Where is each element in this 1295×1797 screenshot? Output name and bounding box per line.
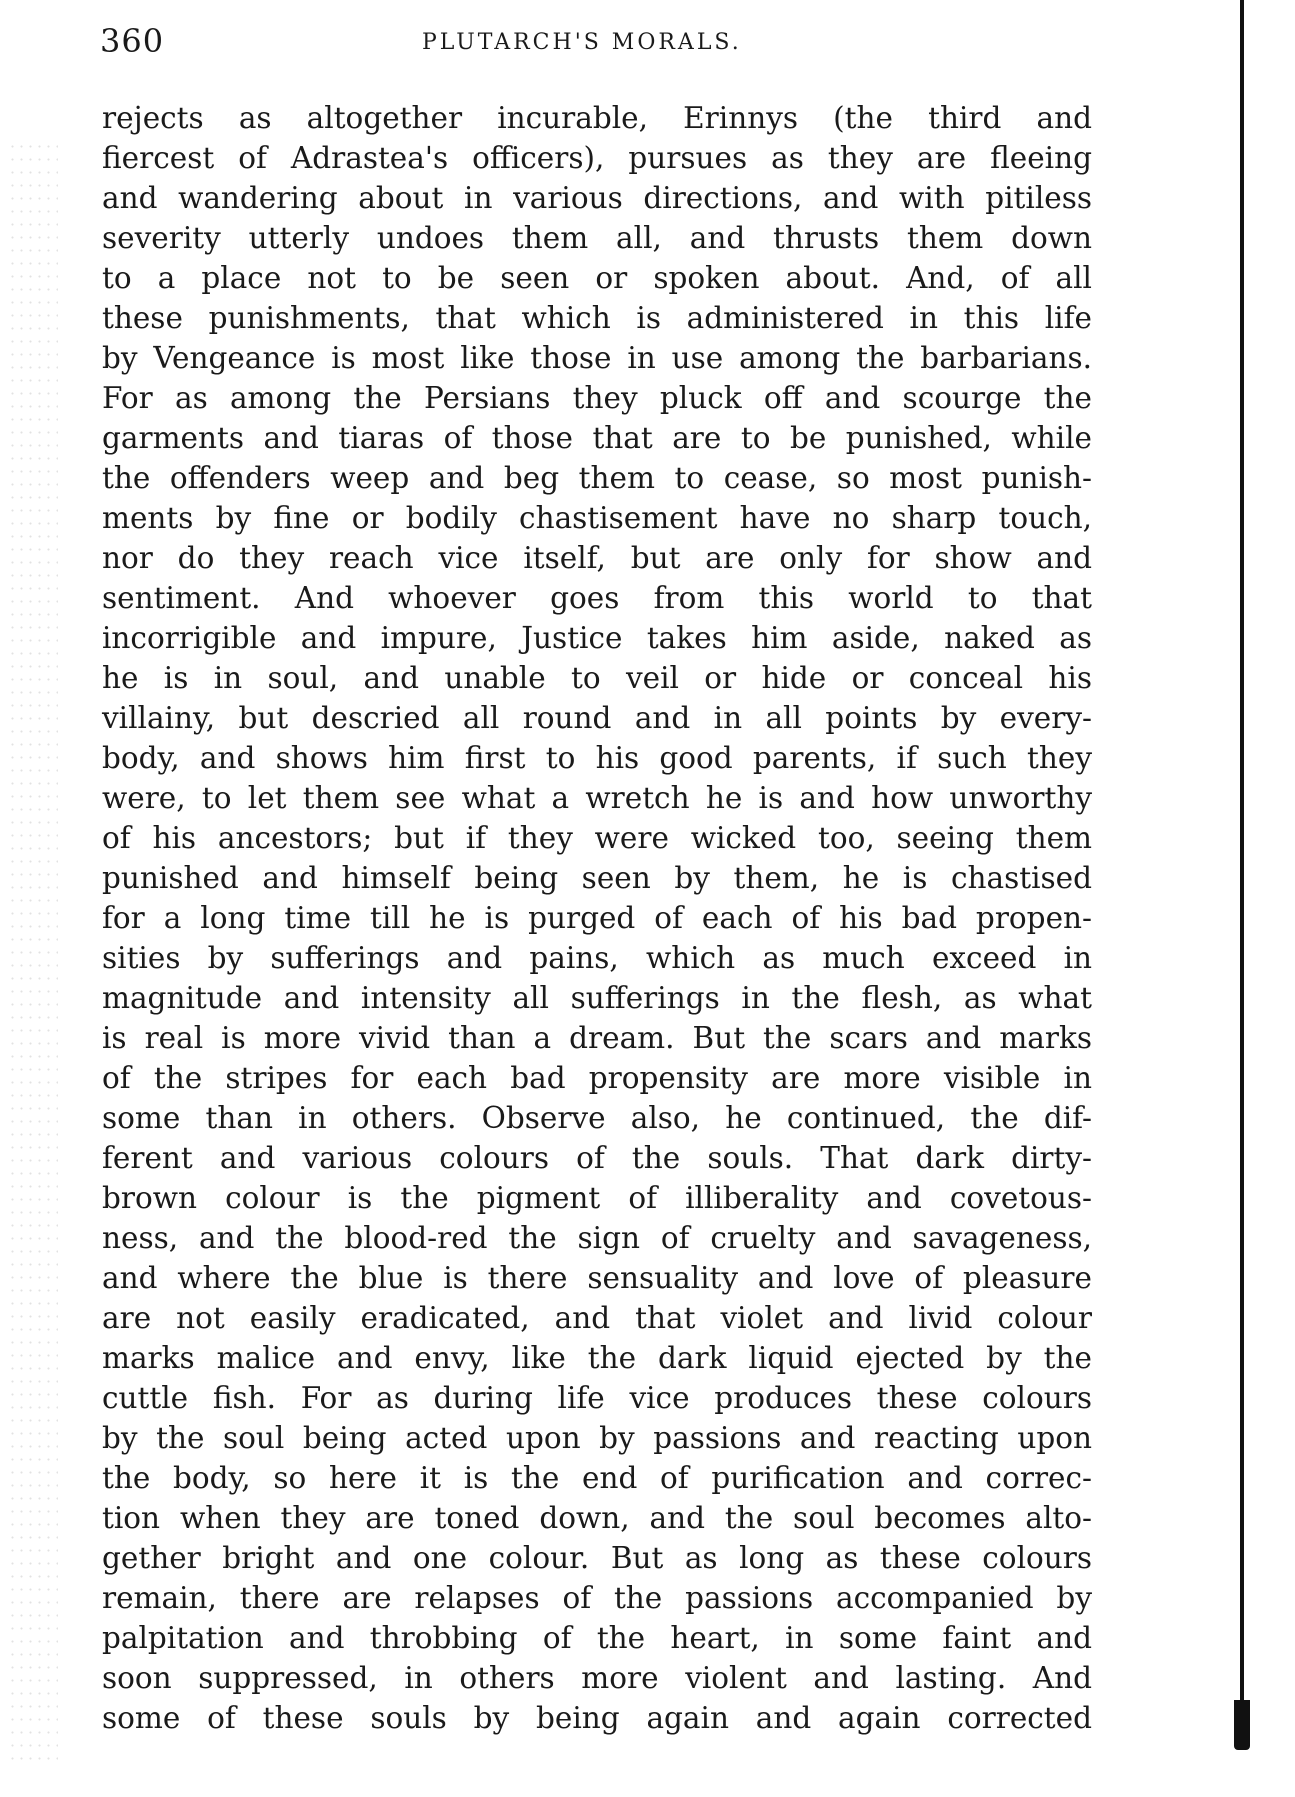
text-line: and where the blue is there sensuality and love of pleasure [102,1261,1092,1295]
text-line: fiercest of Adrastea's officers), pursues as they are fleeing [102,141,1092,175]
text-line: soon suppressed, in others more violent and lasting. And [102,1661,1092,1695]
text-line: and wandering about in various directions, and with pitiless [102,181,1092,215]
text-line: incorrigible and impure, Justice takes him aside, naked as [102,621,1092,655]
text-line: punished and himself being seen by them, he is chastised [102,861,1092,895]
text-line: tion when they are toned down, and the soul becomes alto- [102,1501,1092,1535]
text-line: palpitation and throbbing of the heart, in some faint and [102,1621,1092,1655]
text-line: to a place not to be seen or spoken about. And, of all [102,261,1092,295]
text-line: some of these souls by being again and again corrected [102,1701,1092,1735]
text-line: sentiment. And whoever goes from this world to that [102,581,1092,615]
text-line: severity utterly undoes them all, and thrusts them down [102,221,1092,255]
text-line: rejects as altogether incurable, Erinnys (the third and [102,101,1092,135]
running-head [100,22,1090,72]
text-line: villainy, but descried all round and in all points by every- [102,701,1092,735]
text-line: remain, there are relapses of the passions accompanied by [102,1581,1092,1615]
text-line: nor do they reach vice itself, but are only for show and [102,541,1092,575]
body-text [102,98,1092,1738]
text-line: ness, and the blood-red the sign of cruelty and savageness, [102,1221,1092,1255]
text-line: of the stripes for each bad propensity are more visible in [102,1061,1092,1095]
text-line: marks malice and envy, like the dark liquid ejected by the [102,1341,1092,1375]
text-line: the offenders weep and beg them to cease, so most punish- [102,461,1092,495]
text-line: were, to let them see what a wretch he is and how unworthy [102,781,1092,815]
text-line: body, and shows him first to his good parents, if such they [102,741,1092,775]
text-line: ments by fine or bodily chastisement have no sharp touch, [102,501,1092,535]
page-edge-specks [8,140,58,1760]
text-line: are not easily eradicated, and that violet and livid colour [102,1301,1092,1335]
text-line: For as among the Persians they pluck off and scourge the [102,381,1092,415]
binding-edge-bar [1240,0,1244,1720]
text-line: he is in soul, and unable to veil or hide or conceal his [102,661,1092,695]
text-line: for a long time till he is purged of each of his bad propen- [102,901,1092,935]
text-line: the body, so here it is the end of purification and correc- [102,1461,1092,1495]
binding-edge-rule [1238,0,1248,1797]
text-line: brown colour is the pigment of illiberality and covetous- [102,1181,1092,1215]
text-line: some than in others. Observe also, he continued, the dif- [102,1101,1092,1135]
binding-edge-foot [1234,1700,1250,1750]
text-line: magnitude and intensity all sufferings in the flesh, as what [102,981,1092,1015]
text-line: sities by sufferings and pains, which as much exceed in [102,941,1092,975]
text-line: is real is more vivid than a dream. But the scars and marks [102,1021,1092,1055]
text-line: by the soul being acted upon by passions and reacting upon [102,1421,1092,1455]
text-line: by Vengeance is most like those in use among the barbarians. [102,341,1092,375]
running-title: PLUTARCH'S MORALS. [422,30,742,55]
text-line: of his ancestors; but if they were wicked too, seeing them [102,821,1092,855]
text-line: garments and tiaras of those that are to be punished, while [102,421,1092,455]
text-line: cuttle fish. For as during life vice produces these colours [102,1381,1092,1415]
text-line: ferent and various colours of the souls. That dark dirty- [102,1141,1092,1175]
text-line: these punishments, that which is administered in this life [102,301,1092,335]
text-line: gether bright and one colour. But as long as these colours [102,1541,1092,1575]
page-number: 360 [100,22,165,60]
